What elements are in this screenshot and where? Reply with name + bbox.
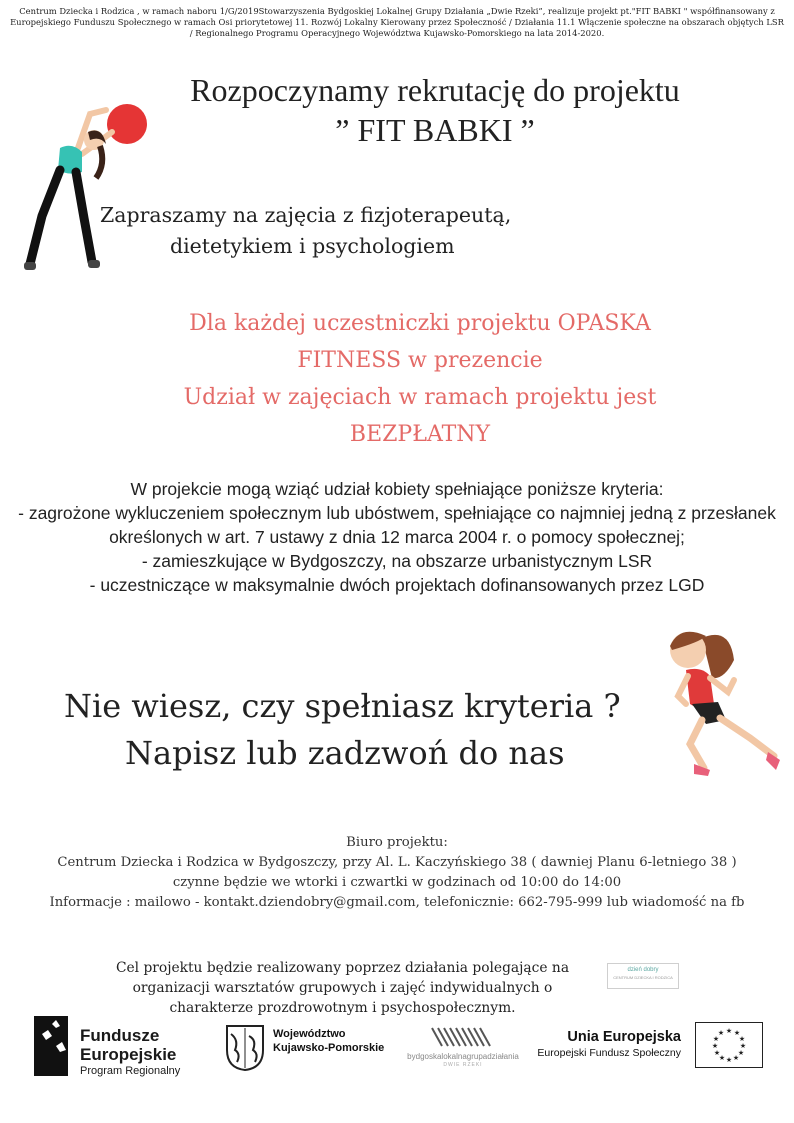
invitation-text	[100, 200, 590, 262]
goal-line-1: Cel projektu będzie realizowany poprzez działania polegające na	[115, 960, 570, 976]
eu-flag-icon	[695, 1022, 763, 1068]
gift-line-4: BEZPŁATNY	[349, 422, 491, 447]
partner-logo-sub: CENTRUM DZIECKA I RODZICA	[613, 975, 673, 980]
gift-line-2: FITNESS w prezencie	[297, 348, 543, 373]
svg-text:★: ★	[738, 1035, 746, 1043]
office-address: Centrum Dziecka i Rodzica w Bydgoszczy, przy Al. L. Kaczyńskiego 38 ( dawniej Planu 6-letniego 38 )	[57, 855, 737, 870]
eligibility-criteria	[10, 477, 784, 597]
svg-text:★: ★	[725, 1027, 733, 1035]
dzien-dobry-logo	[607, 963, 679, 989]
kujawsko-pomorskie-text	[273, 1027, 384, 1055]
criteria-intro: W projekcie mogą wziąć udział kobiety spełniające poniższe kryteria:	[130, 479, 664, 499]
office-label: Biuro projektu:	[346, 835, 448, 850]
criteria-item-3: - uczestniczące w maksymalnie dwóch projektach dofinansowanych przez LGD	[89, 575, 705, 595]
gift-line-1: Dla każdej uczestniczki projektu OPASKA	[189, 311, 651, 336]
question-line-1: Nie wiesz, czy spełniasz kryteria ?	[64, 687, 621, 725]
svg-text:★: ★	[725, 1056, 733, 1064]
funding-logos	[30, 1012, 770, 1082]
office-contact: Informacje : mailowo - kontakt.dziendobry@gmail.com, telefonicznie: 662-795-999 lub wiadomość na fb	[49, 895, 745, 910]
gift-line-3: Udział w zajęciach w ramach projektu jest	[183, 385, 657, 410]
project-funding-note: Centrum Dziecka i Rodzica , w ramach naboru 1/G/2019Stowarzyszenia Bydgoskiej Lokalnej Grupy Działania „Dwie Rzeki”, realizuje projekt pt."FIT BABKI " współfinansowany z Europejskiego Funduszu Społecznego w ramach Osi priorytetowej 11. Rozwój Lokalny Kierowany przez Społeczność / Działania 11.1 Włączenie społeczne na obszarach objętych LSR / Regionalnego Programu Operacyjnego Województwa Kujawsko-Pomorskiego na lata 2014-2020.	[10, 6, 784, 38]
kujawsko-pomorskie-crest-icon	[225, 1024, 265, 1072]
svg-text:★: ★	[713, 1049, 721, 1057]
svg-text:★: ★	[711, 1042, 719, 1050]
criteria-item-1a: - zagrożone wykluczeniem społecznym lub ubóstwem, spełniające co najmniej jedną z przesłanek	[18, 503, 776, 523]
project-goal	[90, 958, 595, 1018]
wkp-line-2: Kujawsko-Pomorskie	[273, 1042, 385, 1054]
title-line-1: Rozpoczynamy rekrutację do projektu	[190, 72, 680, 108]
lgd-name: bydgoskalokalnagrupadziałania	[407, 1052, 519, 1061]
svg-text:★: ★	[717, 1029, 725, 1037]
office-hours: czynne będzie we wtorki i czwartki w godzinach od 10:00 do 14:00	[172, 875, 622, 890]
lgd-sub: DWIE RZEKI	[443, 1062, 483, 1068]
contact-question	[40, 683, 680, 777]
fe-line-3: Program Regionalny	[80, 1065, 181, 1077]
ue-line-1: Unia Europejska	[567, 1029, 681, 1045]
svg-text:★: ★	[733, 1029, 741, 1037]
question-line-2: Napisz lub zadzwoń do nas	[125, 734, 565, 772]
criteria-item-2: - zamieszkujące w Bydgoszczy, na obszarze urbanistycznym LSR	[141, 551, 653, 571]
lgd-dwie-rzeki-logo-icon	[430, 1026, 492, 1048]
svg-text:★: ★	[732, 1054, 740, 1062]
ue-line-2: Europejski Fundusz Społeczny	[537, 1047, 681, 1059]
wkp-line-1: Województwo	[273, 1028, 346, 1040]
fundusze-europejskie-text	[80, 1026, 180, 1079]
unia-europejska-text	[535, 1029, 681, 1060]
eu-stars-icon	[696, 1023, 762, 1067]
criteria-item-1b: określonych w art. 7 ustawy z dnia 12 marca 2004 r. o pomocy społecznej;	[109, 527, 685, 547]
lgd-text	[398, 1052, 528, 1070]
svg-text:★: ★	[718, 1054, 726, 1062]
goal-line-2: organizacji warsztatów grupowych i zajęć indywidualnych o	[132, 980, 553, 996]
svg-text:★: ★	[737, 1049, 745, 1057]
goal-line-3: charakterze prozdrowotnym i psychospołecznym.	[169, 1000, 516, 1016]
gift-notice	[110, 305, 730, 453]
title-line-2: ” FIT BABKI ”	[335, 112, 535, 148]
invite-line-1: Zapraszamy na zajęcia z fizjoterapeutą,	[100, 203, 512, 227]
fe-line-1: Fundusze	[80, 1026, 160, 1045]
project-office-info	[10, 833, 784, 913]
fe-line-2: Europejskie	[80, 1045, 177, 1064]
fundusze-europejskie-logo-icon	[34, 1016, 68, 1076]
svg-text:★: ★	[739, 1042, 747, 1050]
invite-line-2: dietetykiem i psychologiem	[170, 234, 455, 258]
svg-text:★: ★	[712, 1035, 720, 1043]
partner-logo-name: dzień dobry	[627, 967, 659, 973]
page-title	[100, 70, 770, 150]
